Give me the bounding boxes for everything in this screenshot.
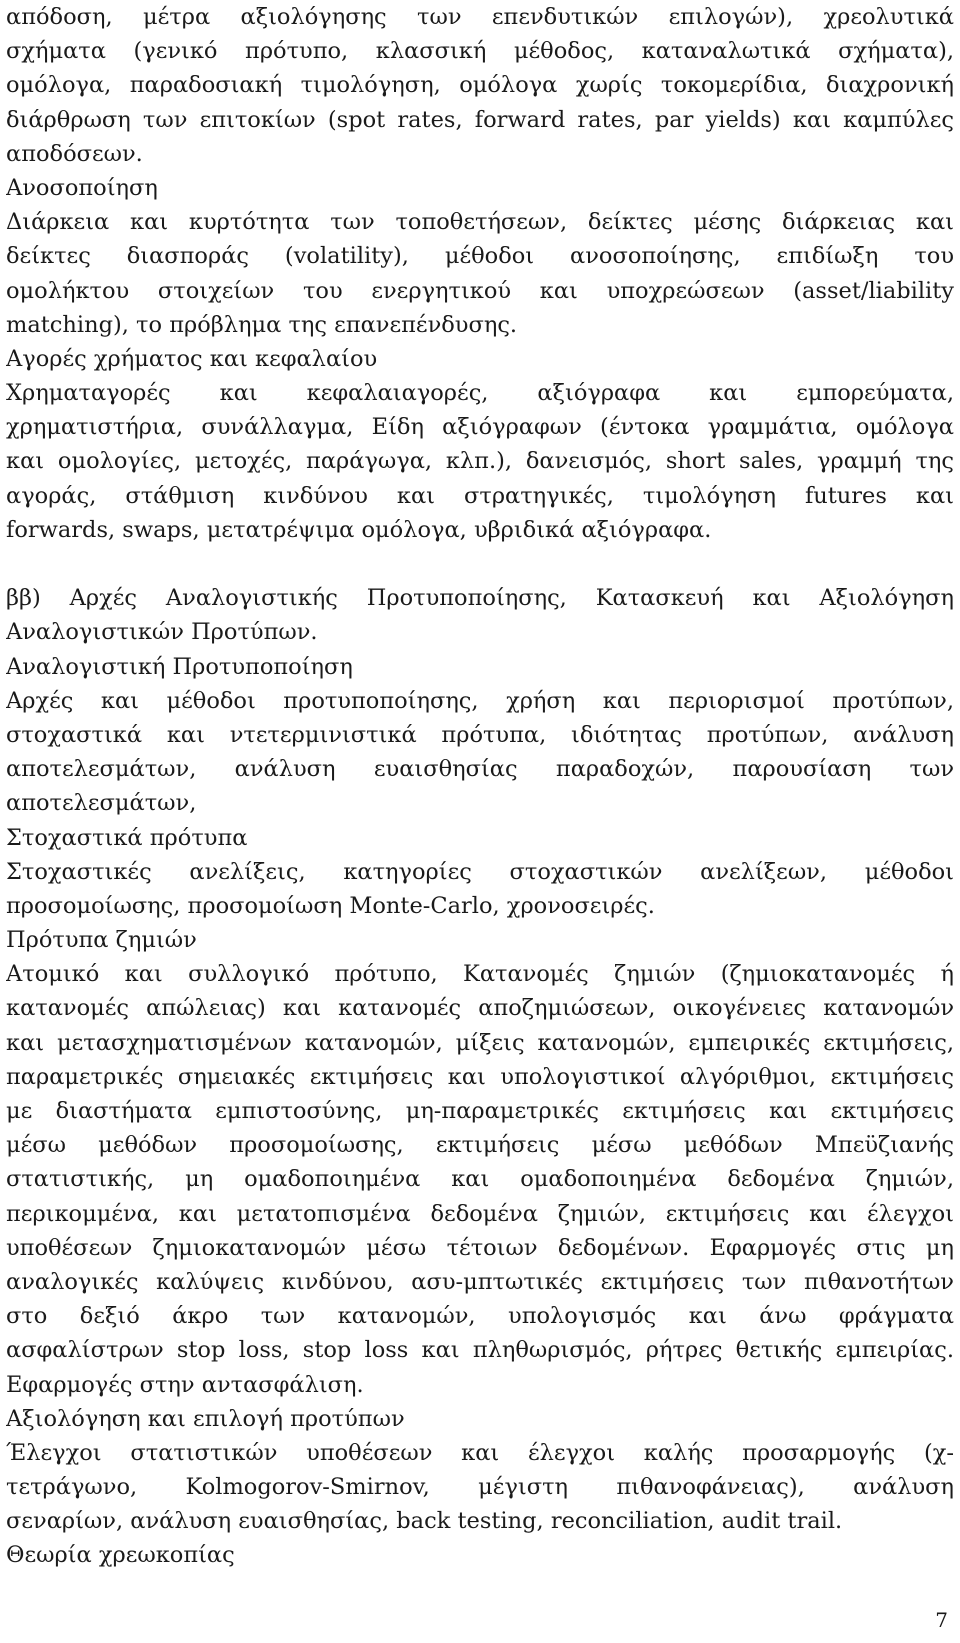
text-line: Ανοσοποίηση xyxy=(6,174,158,201)
text-line: ββ) Αρχές Αναλογιστικής Προτυποποίησης, Κατασκευή και Αξιολόγηση xyxy=(6,585,954,612)
text-line: παραμετρικές σημειακές εκτιμήσεις και υπολογιστικοί αλγόριθμοι, εκτιμήσεις xyxy=(6,1063,954,1090)
text-line: αγοράς, στάθμιση κινδύνου και στρατηγικές, τιμολόγηση futures και xyxy=(6,482,954,509)
text-line: χρηματιστήρια, συνάλλαγμα, Είδη αξιόγραφων (έντοκα γραμμάτια, ομόλογα xyxy=(6,414,954,441)
text-line: Στοχαστικά πρότυπα xyxy=(6,824,248,851)
text-line: Στοχαστικές ανελίξεις, κατηγορίες στοχαστικών ανελίξεων, μέθοδοι xyxy=(6,858,954,885)
text-line: μέσω μεθόδων προσομοίωσης, εκτιμήσεις μέσω μεθόδων Μπεϋζιανής xyxy=(6,1132,954,1159)
text-line: Ατομικό και συλλογικό πρότυπο, Κατανομές ζημιών (ζημιοκατανομές ή xyxy=(6,961,954,988)
text-line: Χρηματαγορές και κεφαλαιαγορές, αξιόγραφα και εμπορεύματα, xyxy=(6,380,954,407)
text-line: προσομοίωσης, προσομοίωση Monte-Carlo, χρονοσειρές. xyxy=(6,892,655,919)
text-line: αποδόσεων. xyxy=(6,140,143,167)
text-line: αποτελεσμάτων, ανάλυση ευαισθησίας παραδοχών, παρουσίαση των xyxy=(6,756,954,783)
text-line: κατανομές απώλειας) και κατανομές αποζημιώσεων, οικογένειες κατανομών xyxy=(6,995,954,1022)
text-line: απόδοση, μέτρα αξιολόγησης των επενδυτικών επιλογών), χρεολυτικά xyxy=(6,4,954,30)
text-line: τετράγωνο, Kolmogorov-Smirnov, μέγιστη πιθανοφάνειας), ανάλυση xyxy=(6,1474,954,1501)
text-line: υποθέσεων ζημιοκατανομών μέσω τέτοιων δεδομένων. Εφαρμογές στις μη xyxy=(6,1234,954,1261)
text-line: και μετασχηματισμένων κατανομών, μίξεις κατανομών, εμπειρικές εκτιμήσεις, xyxy=(6,1029,954,1056)
text-line: forwards, swaps, μετατρέψιμα ομόλογα, υβριδικά αξιόγραφα. xyxy=(6,516,712,543)
text-line: περικομμένα, και μετατοπισμένα δεδομένα ζημιών, εκτιμήσεις και έλεγχοι xyxy=(6,1200,954,1227)
text-line: Αναλογιστική Προτυποποίηση xyxy=(6,653,353,680)
text-line: στατιστικής, μη ομαδοποιημένα και ομαδοποιημένα δεδομένα ζημιών, xyxy=(6,1166,954,1193)
text-line: Αγορές χρήματος και κεφαλαίου xyxy=(6,345,378,372)
text-line: με διαστήματα εμπιστοσύνης, μη-παραμετρικές εκτιμήσεις και εκτιμήσεις xyxy=(6,1098,954,1124)
text-line: στοχαστικά και ντετερμινιστικά πρότυπα, ιδιότητας προτύπων, ανάλυση xyxy=(6,721,954,748)
text-line: σχήματα (γενικό πρότυπο, κλασσική μέθοδος, καταναλωτικά σχήματα), xyxy=(6,38,954,65)
text-line: δείκτες διασποράς (volatility), μέθοδοι ανοσοποίησης, επιδίωξη του xyxy=(6,243,954,270)
text-line: Αξιολόγηση και επιλογή προτύπων xyxy=(6,1405,405,1432)
text-line: και ομολογίες, μετοχές, παράγωγα, κλπ.), δανεισμός, short sales, γραμμή της xyxy=(6,448,954,475)
text-line: Θεωρία χρεωκοπίας xyxy=(6,1542,235,1569)
text-line: Πρότυπα ζημιών xyxy=(6,927,197,954)
text-line: αποτελεσμάτων, xyxy=(6,790,197,817)
text-line: Αρχές και μέθοδοι προτυποποίησης, χρήση και περιορισμοί προτύπων, xyxy=(6,687,954,714)
text-line: ομολήκτου στοιχείων του ενεργητικού και υποχρεώσεων (asset/liability xyxy=(6,277,954,304)
text-line: διάρθρωση των επιτοκίων (spot rates, forward rates, par yields) και καμπύλες xyxy=(6,106,954,133)
text-line: στο δεξιό άκρο των κατανομών, υπολογισμός και άνω φράγματα xyxy=(6,1303,954,1330)
text-line: αναλογικές καλύψεις κινδύνου, ασυ-μπτωτικές εκτιμήσεις των πιθανοτήτων xyxy=(6,1268,954,1295)
text-line: ασφαλίστρων stop loss, stop loss και πληθωρισμός, ρήτρες θετικής εμπειρίας. xyxy=(6,1337,954,1364)
text-line: σεναρίων, ανάλυση ευαισθησίας, back testing, reconciliation, audit trail. xyxy=(6,1508,843,1535)
text-line: Αναλογιστικών Προτύπων. xyxy=(6,619,318,646)
text-line: matching), το πρόβλημα της επανεπένδυσης. xyxy=(6,311,518,338)
page-number: 7 xyxy=(935,1608,948,1632)
text-line: Εφαρμογές στην αντασφάλιση. xyxy=(6,1371,364,1398)
text-line: Διάρκεια και κυρτότητα των τοποθετήσεων, δείκτες μέσης διάρκειας και xyxy=(6,209,954,236)
document-page xyxy=(6,0,954,1573)
text-line: Έλεγχοι στατιστικών υποθέσεων και έλεγχοι καλής προσαρμογής (χ- xyxy=(6,1439,954,1466)
text-line: ομόλογα, παραδοσιακή τιμολόγηση, ομόλογα χωρίς τοκομερίδια, διαχρονική xyxy=(6,72,954,99)
blank-line xyxy=(6,547,954,581)
